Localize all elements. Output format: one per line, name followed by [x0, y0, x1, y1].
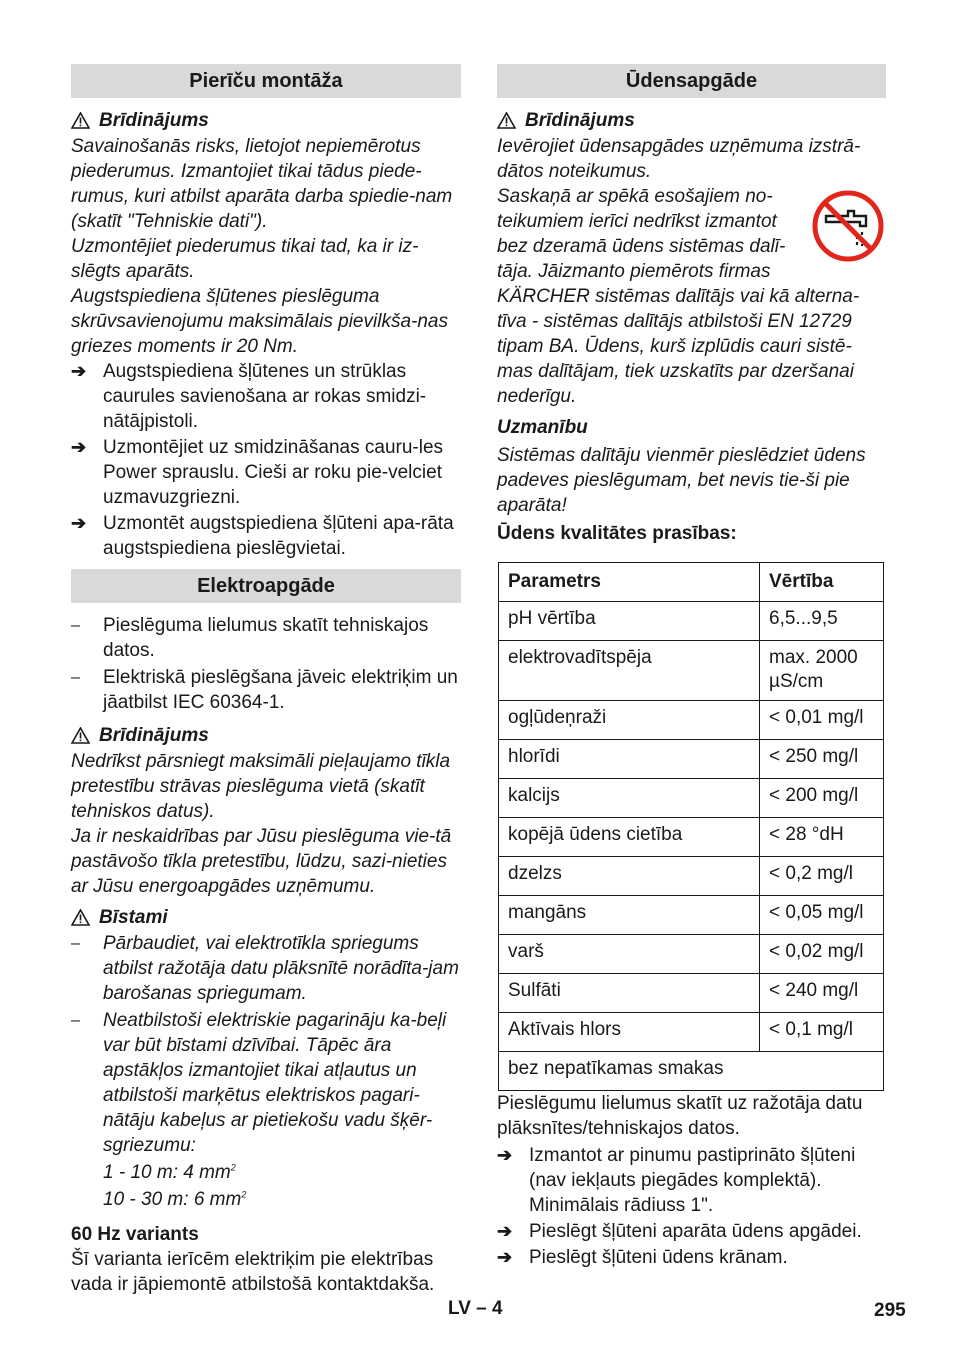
table-cell: < 200 mg/l [760, 779, 884, 818]
table-cell: pH vērtība [499, 602, 760, 641]
table-row [499, 779, 884, 818]
table-header-cell: Parametrs [499, 563, 760, 602]
caution-text: Sistēmas dalītāju vienmēr pieslēdziet ūdens padeves pieslēgumam, bet nevis tie-ši pie aparāta! [497, 445, 866, 516]
page-number: 295 [874, 1300, 906, 1321]
warning-text: Augstspiediena šļūtenes pieslēguma skrūvsavienojumu maksimālais pievilkša-nas griezes moments ir 20 Nm. [71, 286, 448, 357]
arrow-right-icon: ➔ [71, 361, 87, 381]
table-cell: bez nepatīkamas smakas [499, 1052, 884, 1091]
warning-text: Ja ir neskaidrības par Jūsu pieslēguma vie-tā pastāvošo tīkla pretestību, lūdzu, sazi-nieties ar Jūsu energoapgādes uzņēmumu. [71, 826, 452, 897]
list-item: – Pārbaudiet, vai elektrotīkla spriegums atbilst ražotāja datu plāksnītē norādīta-jam barošanas spriegumam. [71, 933, 459, 1004]
table-row [499, 1013, 884, 1052]
caution-title: Uzmanību [497, 417, 588, 438]
warning-title: Brīdinājums [525, 109, 635, 131]
warning-text: Ievērojiet ūdensapgādes uzņēmuma izstrā-dātos noteikumus. [497, 136, 861, 182]
list-item: ➔ Pieslēgt šļūteni aparāta ūdens apgādei. [497, 1221, 862, 1242]
table-cell: dzelzs [499, 857, 760, 896]
table-cell: < 28 °dH [760, 818, 884, 857]
table-row [499, 701, 884, 740]
table-cell: kalcijs [499, 779, 760, 818]
warning-heading [71, 106, 461, 134]
water-quality-table [498, 562, 884, 1091]
water-quality-title: Ūdens kvalitātes prasības: [497, 523, 737, 544]
table-cell: Sulfāti [499, 974, 760, 1013]
table-cell: < 0,02 mg/l [760, 935, 884, 974]
danger-title: Bīstami [99, 906, 168, 928]
list-item: – Pieslēguma lielumus skatīt tehniskajos datos. [71, 615, 429, 661]
table-cell: < 0,05 mg/l [760, 896, 884, 935]
table-row [499, 641, 884, 701]
local-page-number: – 4 [476, 1298, 503, 1319]
list-item: ➔ Augstspiediena šļūtenes un strūklas caurules savienošana ar rokas smidzi-nātājpistoli. [71, 361, 427, 432]
table-cell: kopējā ūdens cietība [499, 818, 760, 857]
table-cell: ogļūdeņraži [499, 701, 760, 740]
table-cell: max. 2000 µS/cm [760, 641, 884, 701]
table-header-row [499, 563, 884, 602]
warning-triangle-icon [497, 112, 516, 129]
warning-text: Nedrīkst pārsniegt maksimāli pieļaujamo tīkla pretestību strāvas pieslēguma vietā (skatīt tehniskos datus). [71, 751, 451, 822]
list-item: ➔ Izmantot ar pinumu pastiprināto šļūteni (nav iekļauts piegādes komplektā). Minimālais rādiuss 1". [497, 1145, 856, 1216]
warning-heading [71, 721, 461, 749]
hz-variant-text: Šī varianta ierīcēm elektriķim pie elektrības vada ir jāpiemontē atbilstošā kontaktdakša. [71, 1249, 435, 1295]
table-cell: 6,5...9,5 [760, 602, 884, 641]
table-cell: elektrovadītspēja [499, 641, 760, 701]
dash-bullet: – [71, 617, 80, 634]
table-row [499, 974, 884, 1013]
table-cell: < 0,2 mg/l [760, 857, 884, 896]
water-steps-list [497, 1143, 886, 1270]
list-item: – Neatbilstoši elektriskie pagarināju ka-beļi var būt bīstami dzīvībai. Tāpēc āra apstākļos izmantojiet tikai atļautus un atbilstoši marķētus elektriskos pagari-nātāju kabeļus ar pietiekošu vadu šķēr-sgriezumu: [71, 1010, 447, 1156]
table-row [499, 896, 884, 935]
list-item: ➔ Pieslēgt šļūteni ūdens krānam. [497, 1247, 788, 1268]
table-cell: varš [499, 935, 760, 974]
warning-triangle-icon [71, 112, 90, 129]
table-row [499, 818, 884, 857]
section-title-electrical: Elektroapgāde [71, 569, 461, 603]
arrow-right-icon: ➔ [71, 437, 87, 457]
section-title-water-supply: Ūdensapgāde [497, 64, 886, 98]
table-cell: < 0,01 mg/l [760, 701, 884, 740]
table-row [499, 740, 884, 779]
warning-triangle-icon [71, 909, 90, 926]
table-cell: Aktīvais hlors [499, 1013, 760, 1052]
arrow-right-icon: ➔ [497, 1145, 513, 1165]
danger-list [71, 931, 461, 1158]
language-code: LV [448, 1298, 471, 1319]
danger-heading [71, 903, 461, 931]
warning-text: Uzmontējiet piederumus tikai tad, ka ir iz-slēgts aparāts. [71, 236, 419, 282]
dash-bullet: – [71, 669, 80, 686]
arrow-right-icon: ➔ [497, 1221, 513, 1241]
warning-title: Brīdinājums [99, 109, 209, 131]
warning-text: Saskaņā ar spēkā esošajiem no-teikumiem ierīci nedrīkst izmantot bez dzeramā ūdens sistēmas dalī-tāja. Jāizmanto piemērots firmas KÄRCHER sistēmas dalītājs vai kā alterna-tīva - sistēmas dalītājs atbilstoši EN 12729 tipam BA. Ūdens, kurš izplūdis cauri sistē-mas dalītājam, tiek uzskatīts par dzeršanai nederīgu. [497, 184, 886, 409]
page-footer-language [448, 1296, 503, 1321]
connection-sizes-text: Pieslēgumu lielumus skatīt uz ražotāja datu plāksnītes/tehniskajos datos. [497, 1093, 863, 1139]
arrow-right-icon: ➔ [497, 1247, 513, 1267]
table-cell: < 240 mg/l [760, 974, 884, 1013]
steps-list [71, 359, 461, 561]
arrow-right-icon: ➔ [71, 513, 87, 533]
cable-spec-2: 10 - 30 m: 6 $mm^2$ [103, 1189, 247, 1210]
table-row [499, 602, 884, 641]
table-cell: < 250 mg/l [760, 740, 884, 779]
warning-triangle-icon [71, 727, 90, 744]
warning-heading [497, 106, 886, 134]
cable-spec-1: 1 - 10 m: 4 $mm^2$ [103, 1162, 236, 1183]
section-title-accessory-mounting: Pierīču montāža [71, 64, 461, 98]
dash-bullet: – [71, 935, 80, 952]
hz-variant-title: 60 Hz variants [71, 1224, 199, 1245]
table-header-cell: Vērtība [760, 563, 884, 602]
warning-title: Brīdinājums [99, 724, 209, 746]
table-row [499, 857, 884, 896]
right-column [497, 64, 886, 1271]
table-row [499, 1052, 884, 1091]
list-item: ➔ Uzmontēt augstspiediena šļūteni apa-rāta augstspiediena pieslēgvietai. [71, 513, 454, 559]
list-item: – Elektriskā pieslēgšana jāveic elektriķim un jāatbilst IEC 60364-1. [71, 667, 458, 713]
dash-bullet: – [71, 1012, 80, 1029]
table-cell: < 0,1 mg/l [760, 1013, 884, 1052]
electrical-list [71, 613, 461, 715]
list-item: ➔ Uzmontējiet uz smidzināšanas cauru-les Power sprauslu. Cieši ar roku pie-velciet uzmavuzgriezni. [71, 437, 444, 508]
table-cell: hlorīdi [499, 740, 760, 779]
no-drinking-water-icon [812, 190, 884, 262]
table-row [499, 935, 884, 974]
table-cell: mangāns [499, 896, 760, 935]
warning-text: Savainošanās risks, lietojot nepiemērotus piederumus. Izmantojiet tikai tādus piede-rumus, kuri atbilst aparāta darba spiedie-nam (skatīt "Tehniskie dati"). [71, 136, 453, 232]
left-column [71, 64, 461, 1297]
